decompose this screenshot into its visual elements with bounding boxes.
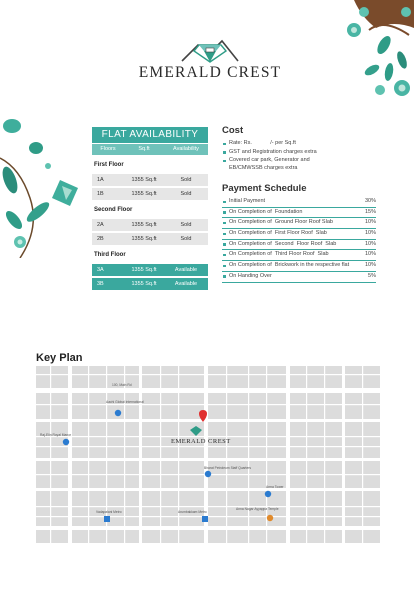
area-cell: 1355 Sq.ft bbox=[131, 222, 157, 228]
schedule-label: Initial Payment bbox=[229, 198, 266, 204]
emerald-gem-icon bbox=[180, 33, 240, 63]
cost-title: Cost bbox=[222, 125, 244, 136]
floor-label: Second Floor bbox=[94, 207, 133, 213]
schedule-value: 10% bbox=[364, 219, 376, 226]
schedule-value: 15% bbox=[364, 208, 376, 215]
landmark-marker-icon bbox=[205, 471, 211, 477]
map-label: Arumbakkam Metro bbox=[178, 510, 207, 514]
flat-availability-title: FLAT AVAILABILITY bbox=[92, 127, 208, 143]
header-floors: Floors bbox=[100, 146, 116, 152]
cost-item: Rate: Rs. /- per Sq.ft bbox=[222, 140, 382, 148]
floor-label: Third Floor bbox=[94, 252, 126, 258]
schedule-row bbox=[222, 218, 376, 229]
map-brand-label: EMERALD CREST bbox=[171, 438, 231, 445]
schedule-value: 30% bbox=[364, 198, 376, 204]
emerald-decoration-top-right bbox=[314, 0, 414, 105]
schedule-label: On Completion of Third Floor Roof Slab bbox=[229, 251, 329, 258]
schedule-label: On Completion of First Floor Roof Slab bbox=[229, 230, 327, 237]
status-cell: Sold bbox=[180, 191, 192, 197]
schedule-value: 10% bbox=[364, 240, 376, 247]
emerald-decoration-left bbox=[0, 108, 82, 258]
map-label: Aachi Global International bbox=[106, 400, 144, 404]
schedule-row bbox=[222, 197, 376, 208]
cost-item: GST and Registration charges extra bbox=[222, 149, 382, 157]
map-label: Arma Tower bbox=[266, 485, 284, 489]
map-label: Vadapalani Metro bbox=[96, 510, 122, 514]
table-row bbox=[92, 233, 208, 245]
cost-section bbox=[222, 125, 382, 173]
landmark-marker-icon bbox=[115, 410, 121, 416]
area-cell: 1355 Sq.ft bbox=[131, 177, 157, 183]
payment-schedule-title: Payment Schedule bbox=[222, 183, 307, 194]
cost-list bbox=[222, 140, 382, 172]
table-row bbox=[92, 188, 208, 200]
payment-schedule-section bbox=[222, 183, 376, 283]
map-label: Anna Nagar Ayyappa Temple bbox=[236, 507, 279, 511]
area-cell: 1355 Sq.ft bbox=[131, 191, 157, 197]
floor-label: First Floor bbox=[94, 162, 124, 168]
status-cell: Available bbox=[174, 281, 198, 287]
temple-icon bbox=[267, 515, 273, 521]
area-cell: 1355 Sq.ft bbox=[131, 236, 157, 242]
schedule-label: On Completion of Foundation bbox=[229, 208, 303, 215]
schedule-row bbox=[222, 229, 376, 240]
table-row bbox=[92, 174, 208, 186]
schedule-label: On Completion of Ground Floor Roof Slab bbox=[229, 219, 333, 226]
flat-cell: 3A bbox=[97, 267, 104, 273]
schedule-row bbox=[222, 208, 376, 219]
area-cell: 1355 Sq.ft bbox=[131, 281, 157, 287]
schedule-value: 10% bbox=[364, 251, 376, 258]
status-cell: Sold bbox=[180, 236, 192, 242]
map-label: 100, Main Rd bbox=[112, 383, 132, 387]
schedule-row bbox=[222, 250, 376, 261]
schedule-row bbox=[222, 272, 376, 283]
flat-cell: 3B bbox=[97, 281, 104, 287]
flat-cell: 2A bbox=[97, 222, 104, 228]
landmark-marker-icon bbox=[265, 491, 271, 497]
status-cell: Sold bbox=[180, 177, 192, 183]
table-row bbox=[92, 278, 208, 290]
map-label: Raj-Elin Royal Manor bbox=[40, 433, 72, 437]
schedule-label: On Completion of Second Floor Roof Slab bbox=[229, 240, 337, 247]
brand-name: EMERALD CREST bbox=[138, 64, 282, 81]
schedule-value: 5% bbox=[368, 272, 376, 279]
cost-item: Covered car park, Generator and EB/CMWSSB charges extra bbox=[222, 157, 329, 172]
flat-cell: 1A bbox=[97, 177, 104, 183]
table-row bbox=[92, 219, 208, 231]
metro-icon bbox=[104, 516, 110, 522]
schedule-row bbox=[222, 261, 376, 272]
key-plan-map bbox=[36, 366, 380, 543]
landmark-marker-icon bbox=[63, 439, 69, 445]
metro-icon bbox=[202, 516, 208, 522]
status-cell: Sold bbox=[180, 222, 192, 228]
status-cell: Available bbox=[174, 267, 198, 273]
flat-availability-table bbox=[92, 127, 208, 290]
flat-cell: 2B bbox=[97, 236, 104, 242]
area-cell: 1355 Sq.ft bbox=[131, 267, 157, 273]
map-label: Bharat Petroleum Staff Quarters bbox=[204, 466, 252, 470]
flat-cell: 1B bbox=[97, 191, 104, 197]
header-sqft: Sq.ft bbox=[138, 146, 150, 152]
schedule-value: 10% bbox=[364, 262, 376, 269]
header-availability: Availability bbox=[173, 146, 199, 152]
schedule-label: On Completion of Brickwork in the respective flat bbox=[229, 262, 350, 269]
brand-logo bbox=[130, 33, 290, 82]
table-header bbox=[92, 144, 208, 155]
schedule-label: On Handing Over bbox=[229, 272, 272, 279]
key-plan-title: Key Plan bbox=[36, 352, 83, 364]
table-row bbox=[92, 264, 208, 276]
schedule-row bbox=[222, 240, 376, 251]
schedule-value: 10% bbox=[364, 230, 376, 237]
